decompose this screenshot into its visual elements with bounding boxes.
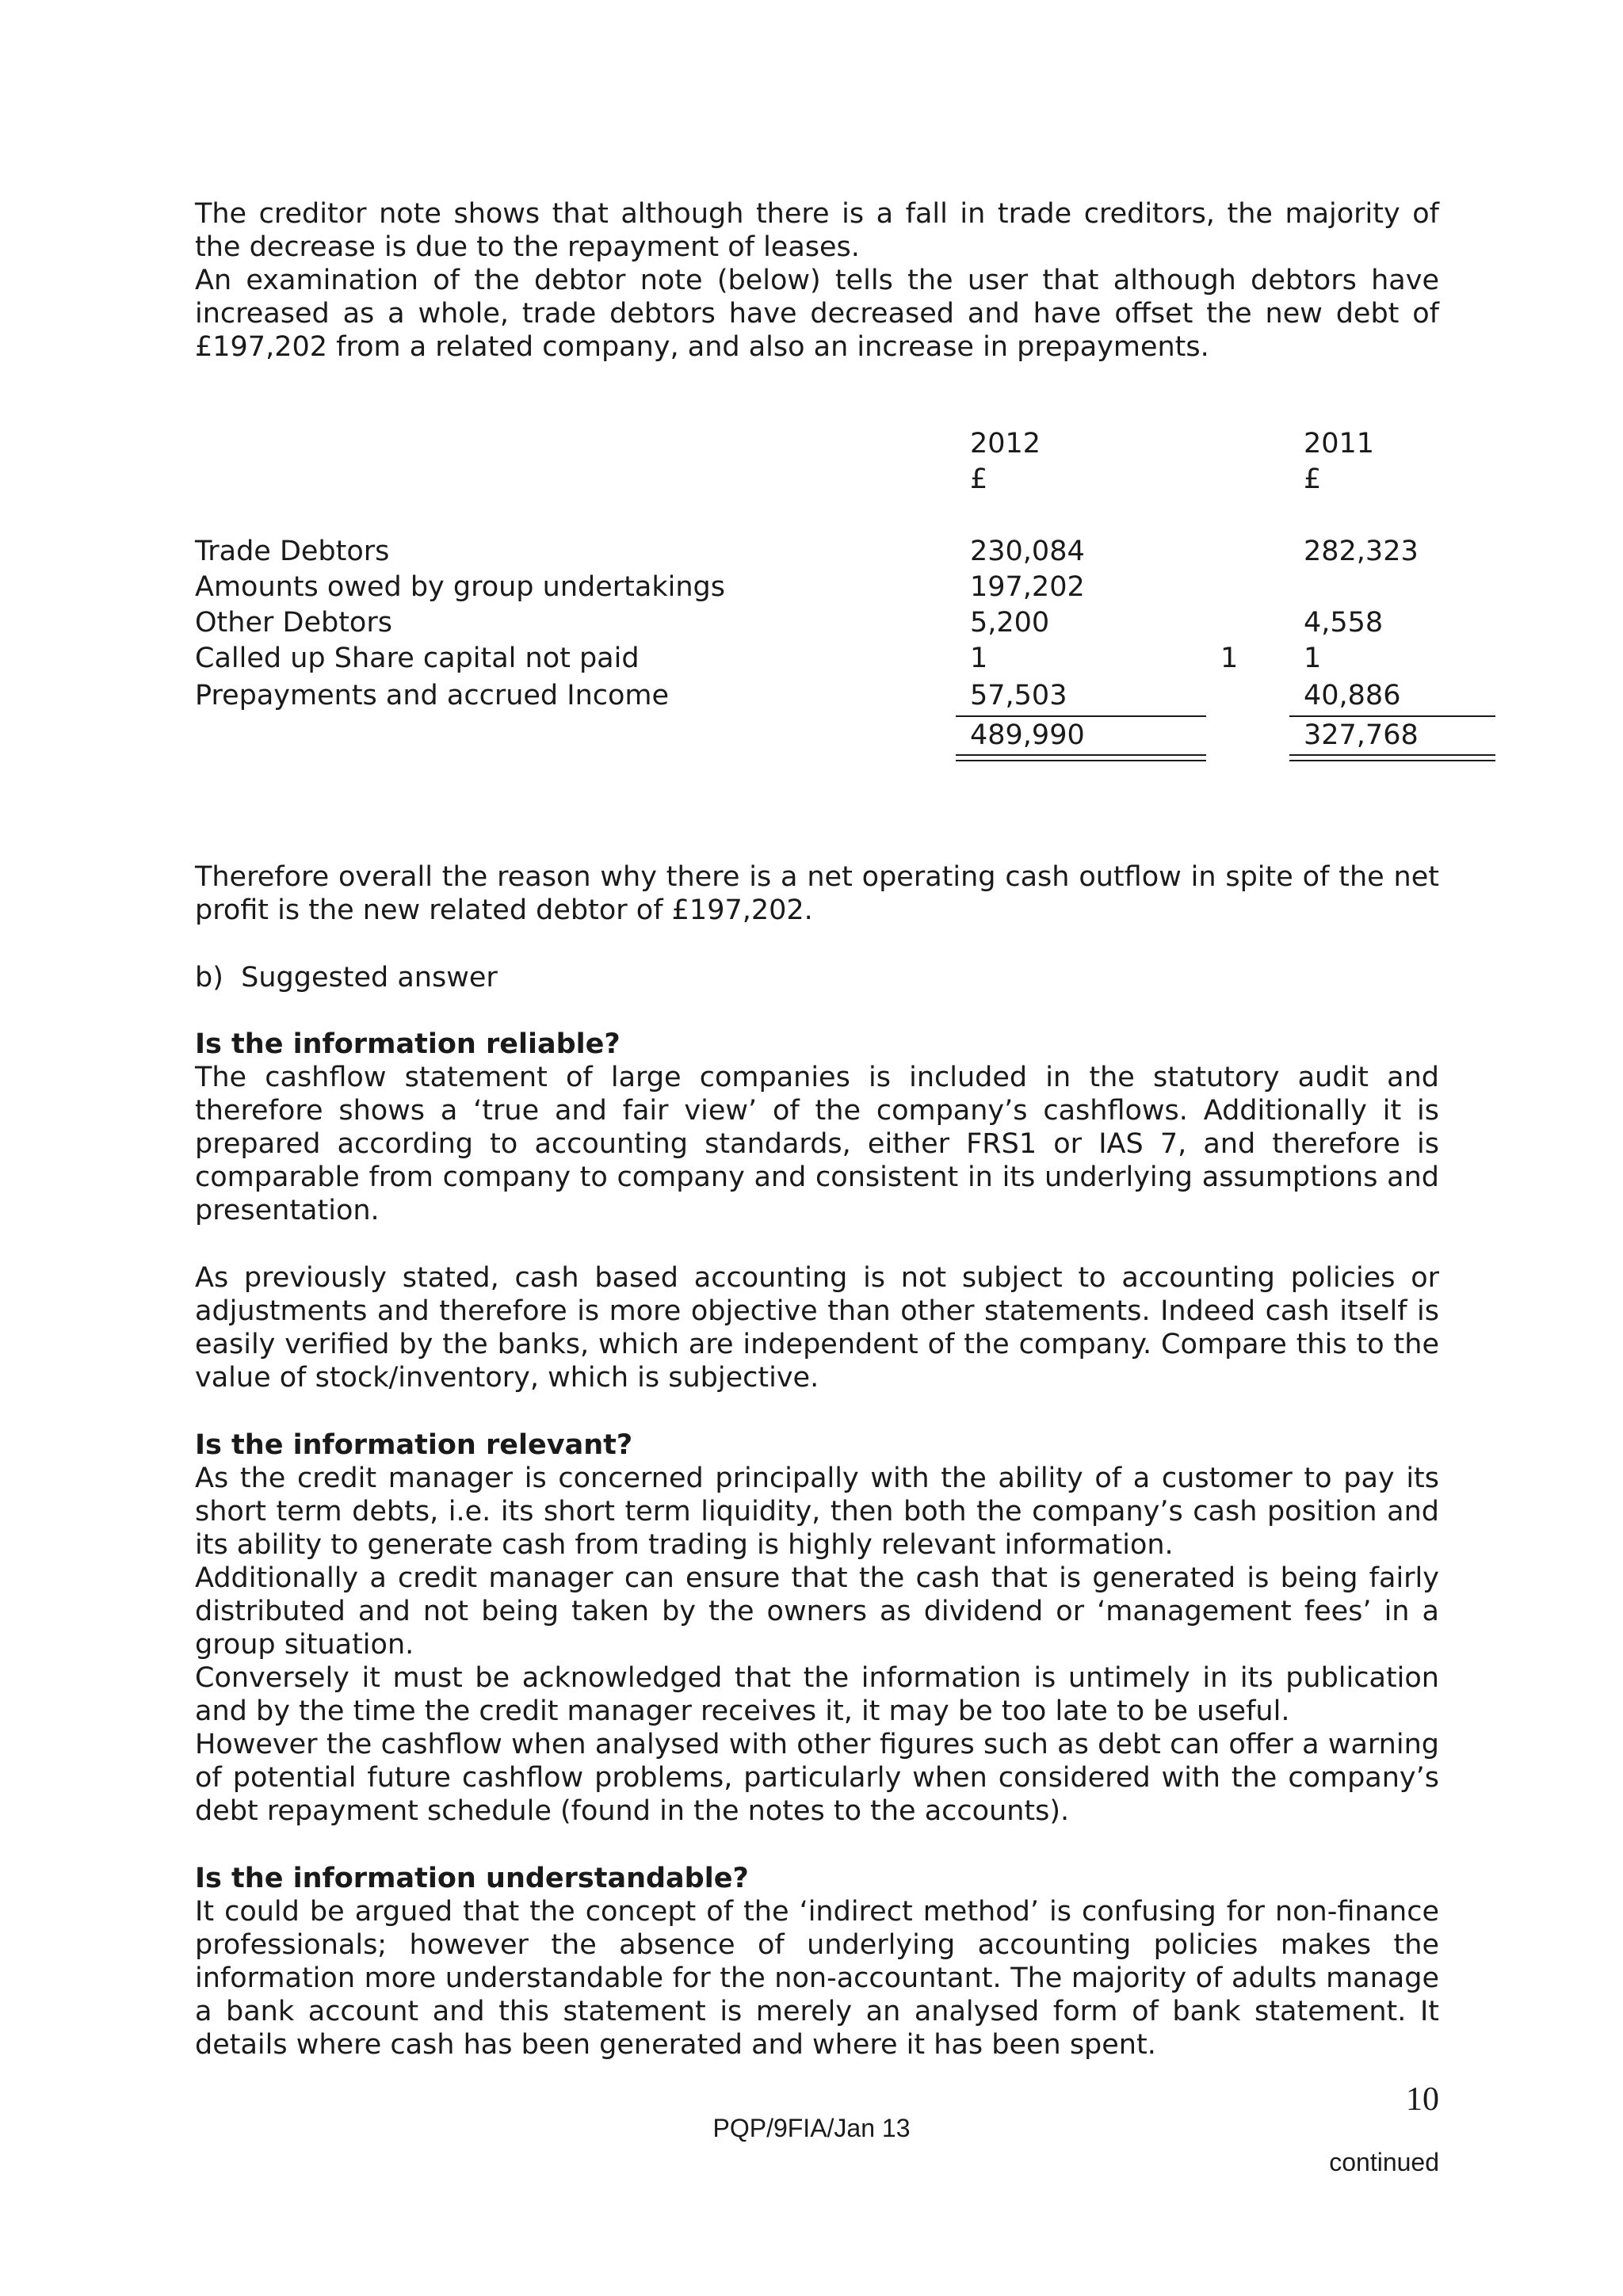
row-label: Prepayments and accrued Income — [195, 680, 670, 711]
relevant-section — [195, 1428, 1439, 1828]
page-number: 10 — [1406, 2081, 1439, 2118]
total-double-rule-2011 — [1289, 754, 1495, 761]
col-unit-2011: £ — [1304, 463, 1322, 495]
intro-paragraph-1: The creditor note shows that although there is a fall in trade creditors, the majority of the decrease is due to the repayment of leases. — [195, 198, 1439, 263]
row-value-2012: 5,200 — [970, 607, 1050, 639]
row-value-stray: 1 — [1220, 643, 1239, 674]
col-header-2012: 2012 — [970, 428, 1041, 460]
row-value-2012: 230,084 — [970, 536, 1085, 567]
row-value-2011: 1 — [1304, 643, 1322, 674]
subtotal-rule-2012 — [956, 715, 1206, 717]
row-value-2012: 1 — [970, 643, 988, 674]
relevant-paragraph-2: Additionally a credit manager can ensure that the cash that is generated is being fairly distributed and not being taken by the owners as dividend or ‘management fees’ in a group situation. — [195, 1562, 1439, 1661]
row-label: Other Debtors — [195, 607, 392, 639]
col-unit-2012: £ — [970, 463, 988, 495]
paper-code: PQP/9FIA/Jan 13 — [712, 2114, 911, 2142]
relevant-paragraph-1: As the credit manager is concerned principally with the ability of a customer to pay its short term debts, i.e. its short term liquidity, then both the company’s cash position and its ability to generate cash from trading is highly relevant information. — [195, 1463, 1439, 1561]
conclusion-paragraph: Therefore overall the reason why there is a net operating cash outflow in spite of the net profit is the new related debtor of £197,202. — [195, 861, 1439, 926]
understandable-heading: Is the information understandable? — [195, 1863, 749, 1894]
reliable-paragraph-1: The cashflow statement of large companies is included in the statutory audit and therefore shows a ‘true and fair view’ of the company’s cashflows. Additionally it is prepared according to accounting standards, either FRS1 or IAS 7, and therefore is comparable from company to company and consistent in its underlying assumptions and presentation. — [195, 1062, 1439, 1226]
reliable-section — [195, 1028, 1439, 1227]
row-label: Called up Share capital not paid — [195, 643, 640, 674]
row-value-2011: 40,886 — [1304, 680, 1401, 711]
intro-section — [195, 197, 1439, 364]
reliable-section-2 — [195, 1261, 1439, 1394]
relevant-heading: Is the information relevant? — [195, 1429, 633, 1461]
row-value-2012: 57,503 — [970, 680, 1067, 711]
total-2012: 489,990 — [970, 719, 1085, 751]
total-double-rule-2012 — [956, 754, 1206, 761]
col-header-2011: 2011 — [1304, 428, 1375, 460]
subtotal-rule-2011 — [1289, 715, 1495, 717]
part-b-text: b) Suggested answer — [195, 962, 498, 994]
relevant-paragraph-3: Conversely it must be acknowledged that the information is untimely in its publication and by the time the credit manager receives it, it may be too late to be useful. — [195, 1662, 1439, 1727]
total-2011: 327,768 — [1304, 719, 1419, 751]
relevant-paragraph-4: However the cashflow when analysed with other figures such as debt can offer a warning of potential future cashflow problems, particularly when considered with the company’s debt repayment schedule (found in the notes to the accounts). — [195, 1729, 1439, 1827]
part-b-label — [195, 961, 1439, 994]
row-value-2011: 4,558 — [1304, 607, 1384, 639]
row-value-2011: 282,323 — [1304, 536, 1419, 567]
conclusion-section — [195, 860, 1439, 927]
row-value-2012: 197,202 — [970, 571, 1085, 603]
understandable-paragraph-1: It could be argued that the concept of the ‘indirect method’ is confusing for non-finance professionals; however the absence of underlying accounting policies makes the information more understandable for the non-accountant. The majority of adults manage a bank account and this statement is merely an analysed form of bank statement. It details where cash has been generated and where it has been spent. — [195, 1896, 1439, 2061]
intro-paragraph-2: An examination of the debtor note (below) tells the user that although debtors have increased as a whole, trade debtors have decreased and have offset the new debt of £197,202 from a related company, and also an increase in prepayments. — [195, 265, 1439, 363]
understandable-section — [195, 1862, 1439, 2061]
continued-label: continued — [1329, 2148, 1439, 2176]
row-label: Amounts owed by group undertakings — [195, 571, 725, 603]
reliable-heading: Is the information reliable? — [195, 1028, 621, 1060]
row-label: Trade Debtors — [195, 536, 390, 567]
reliable-paragraph-2: As previously stated, cash based accounting is not subject to accounting policies or adjustments and therefore is more objective than other statements. Indeed cash itself is easily verified by the banks, which are independent of the company. Compare this to the value of stock/inventory, which is subjective. — [195, 1262, 1439, 1394]
